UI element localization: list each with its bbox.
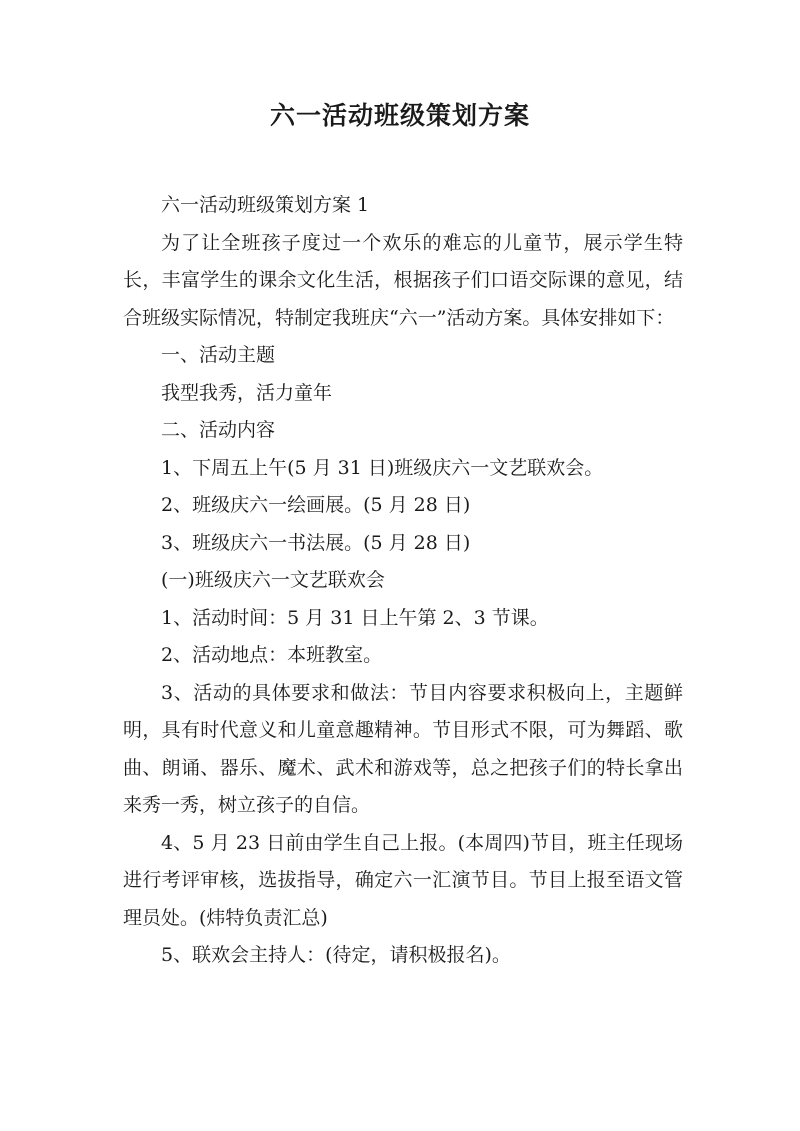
document-body xyxy=(123,187,683,975)
gala-requirements: 3、活动的具体要求和做法：节目内容要求积极向上，主题鲜明，具有时代意义和儿童意趣精神。节目形式不限，可为舞蹈、歌曲、朗诵、器乐、魔术、武术和游戏等，总之把孩子们的特长拿出来秀一秀，树立孩子的自信。 xyxy=(123,681,683,816)
content-item-3: 3、班级庆六一书法展。(5 月 28 日) xyxy=(161,531,471,554)
intro-paragraph: 为了让全班孩子度过一个欢乐的难忘的儿童节，展示学生特长，丰富学生的课余文化生活，根据孩子们口语交际课的意见，结合班级实际情况，特制定我班庆“六一”活动方案。具体安排如下： xyxy=(123,231,683,329)
gala-host: 5、联欢会主持人：(待定，请积极报名)。 xyxy=(161,944,511,966)
gala-time: 1、活动时间：5 月 31 日上午第 2、3 节课。 xyxy=(161,606,549,629)
heading-activity-theme: 一、活动主题 xyxy=(161,344,276,366)
gala-location: 2、活动地点：本班教室。 xyxy=(161,644,383,666)
section-heading: 六一活动班级策划方案 1 xyxy=(161,194,370,216)
gala-registration: 4、5 月 23 日前由学生自己上报。(本周四)节目，班主任现场进行考评审核，选拔指导，确定六一汇演节目。节目上报至语文管理员处。(炜特负责汇总) xyxy=(123,831,683,929)
heading-activity-content: 二、活动内容 xyxy=(161,419,276,441)
document-title: 六一活动班级策划方案 xyxy=(269,101,530,130)
content-item-1: 1、下周五上午(5 月 31 日)班级庆六一文艺联欢会。 xyxy=(161,456,604,479)
subheading-gala: (一)班级庆六一文艺联欢会 xyxy=(161,569,385,591)
content-item-2: 2、班级庆六一绘画展。(5 月 28 日) xyxy=(161,494,471,516)
activity-theme-text: 我型我秀，活力童年 xyxy=(161,381,333,404)
